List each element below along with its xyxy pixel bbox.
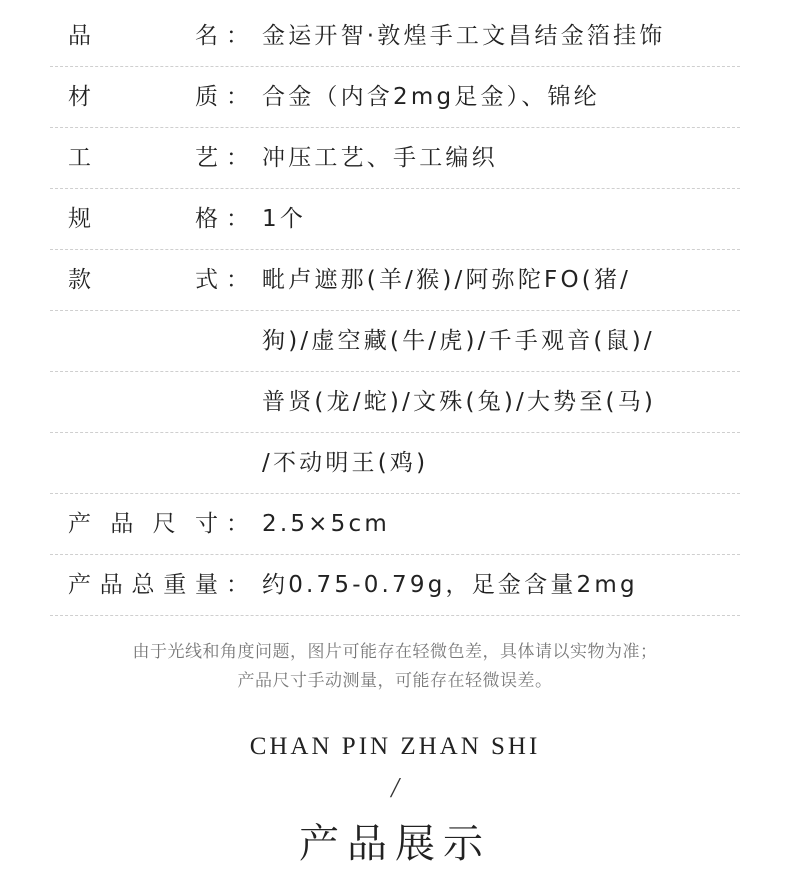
label-colon: ： [226, 206, 249, 232]
disclaimer-line-2: 产品尺寸手动测量，可能存在轻微误差。 [237, 671, 553, 691]
spec-row-craft [50, 128, 740, 189]
spec-value: 1个 [262, 206, 307, 232]
spec-value: 合金（内含2mg足金）、锦纶 [262, 84, 600, 110]
spec-label [68, 250, 218, 310]
spec-row-style-cont [50, 433, 740, 494]
spec-label [68, 6, 218, 66]
label-char: 产 [68, 511, 91, 537]
label-char: 规 [68, 206, 91, 232]
label-char: 式 [195, 267, 218, 293]
spec-row-style [50, 250, 740, 311]
spec-label [68, 555, 218, 615]
label-char: 量 [195, 572, 218, 598]
label-char: 重 [163, 572, 187, 598]
label-char: 款 [68, 267, 91, 293]
spec-value: 约0.75-0.79g，足金含量2mg [262, 572, 638, 598]
spec-table [50, 6, 740, 616]
spec-label [68, 67, 218, 127]
spec-label [68, 494, 218, 554]
label-colon: ： [226, 23, 249, 49]
spec-value: 普贤(龙/蛇)/文殊(兔)/大势至(马) [262, 389, 657, 415]
spec-row-name [50, 6, 740, 67]
label-char: 艺 [195, 145, 218, 171]
section-title-pinyin: CHAN PIN ZHAN SHI [249, 733, 541, 760]
spec-value: 狗)/虚空藏(牛/虎)/千手观音(鼠)/ [262, 328, 655, 354]
label-char: 材 [68, 84, 91, 110]
spec-row-spec [50, 189, 740, 250]
section-title-chinese: 产品展示 [299, 821, 491, 867]
label-colon: ： [226, 267, 249, 293]
spec-value: 金运开智·敦煌手工文昌结金箔挂饰 [262, 23, 666, 49]
label-char: 质 [195, 84, 218, 110]
label-char: 尺 [152, 511, 176, 537]
spec-row-material [50, 67, 740, 128]
spec-value: 2.5×5cm [262, 511, 390, 537]
label-char: 工 [68, 145, 91, 171]
spec-value: 毗卢遮那(羊/猴)/阿弥陀FO(猪/ [262, 267, 632, 293]
spec-value: /不动明王(鸡) [262, 450, 429, 476]
spec-label [68, 189, 218, 249]
label-colon: ： [226, 145, 249, 171]
spec-row-style-cont [50, 311, 740, 372]
label-char: 寸 [194, 511, 218, 537]
spec-row-weight [50, 555, 740, 616]
spec-label [68, 128, 218, 188]
label-char: 品 [68, 23, 91, 49]
spec-value: 冲压工艺、手工编织 [262, 145, 498, 171]
label-colon: ： [226, 511, 249, 537]
spec-row-style-cont [50, 372, 740, 433]
label-char: 产 [68, 572, 91, 598]
label-colon: ： [226, 84, 249, 110]
disclaimer-line-1: 由于光线和角度问题，图片可能存在轻微色差，具体请以实物为准； [132, 642, 658, 662]
label-char: 格 [195, 206, 218, 232]
label-colon: ： [226, 572, 249, 598]
section-divider: / [391, 773, 399, 804]
label-char: 名 [195, 23, 218, 49]
label-char: 总 [131, 572, 155, 598]
label-char: 品 [99, 572, 123, 598]
label-char: 品 [110, 511, 134, 537]
spec-row-size [50, 494, 740, 555]
